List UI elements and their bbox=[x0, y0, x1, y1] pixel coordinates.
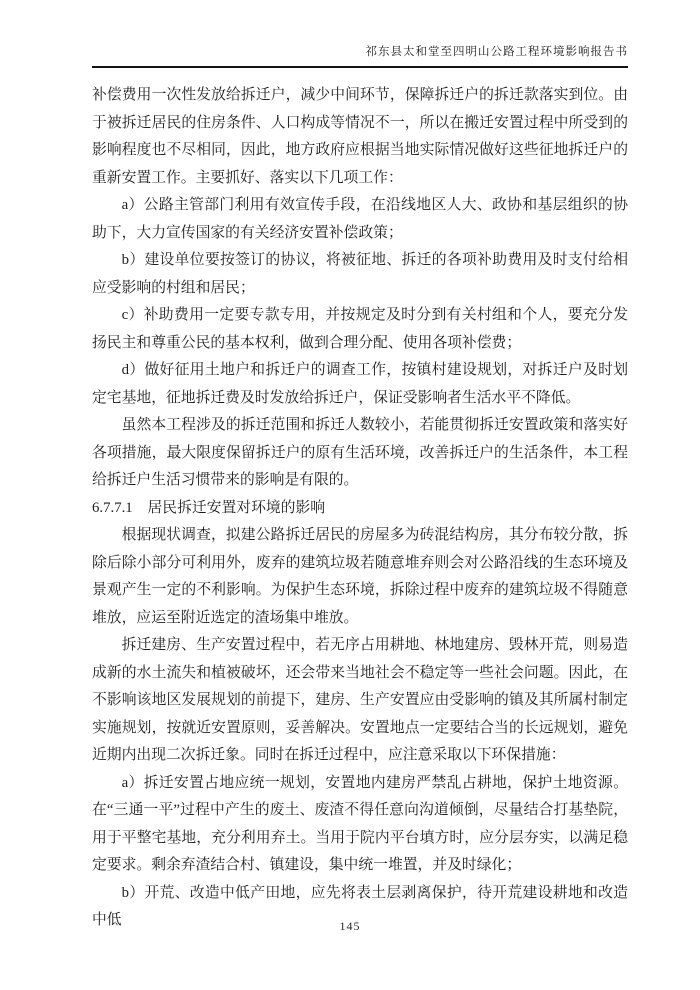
paragraph: 虽然本工程涉及的拆迁范围和拆迁人数较小，若能贯彻拆迁安置政策和落实好各项措施，最大限度保留拆迁户的原有生活环境，改善拆迁户的生活条件，本工程给拆迁户生活习惯带来的影响是有限的。 bbox=[92, 417, 628, 488]
running-header-title: 祁东县太和堂至四明山公路工程环境影响报告书 bbox=[92, 43, 628, 68]
paragraph: 根据现状调查，拟建公路拆迁居民的房屋多为砖混结构房，其分布较分散，拆除后除小部分可利用外，废弃的建筑垃圾若随意堆弃则会对公路沿线的生态环境及景观产生一定的不利影响。为保护生态环境，拆除过程中废弃的建筑垃圾不得随意堆放，应运至附近选定的渣场集中堆放。 bbox=[92, 527, 628, 626]
paragraph: 补偿费用一次性发放给拆迁户，减少中间环节，保障拆迁户的拆迁款落实到位。由于被拆迁居民的住房条件、人口构成等情况不一，所以在搬迁安置过程中所受到的影响程度也不尽相同，因此，地方政府应根据当地实际情况做好这些征地拆迁户的重新安置工作。主要抓好、落实以下几项工作： bbox=[92, 87, 628, 186]
list-item-a: a）公路主管部门利用有效宣传手段，在沿线地区人大、政协和基层组织的协助下，大力宣传国家的有关经济安置补偿政策； bbox=[92, 197, 628, 241]
measure-item-a: a）拆迁安置占地应统一规划，安置地内建房严禁乱占耕地，保护土地资源。在“三通一平”过程中产生的废土、废渣不得任意向沟道倾倒，尽量结合打基垫院，用于平整宅基地，充分利用弃土。当用于院内平台填方时，应分层夯实，以满足稳定要求。剩余弃渣结合村、镇建设，集中统一堆置，并及时绿化； bbox=[92, 774, 628, 873]
measure-item-b: b）开荒、改造中低产田地，应先将表土层剥离保护，待开荒建设耕地和改造中低 bbox=[92, 884, 628, 928]
page-body bbox=[92, 82, 628, 935]
page-number: 145 bbox=[339, 919, 361, 933]
paragraph: 拆迁建房、生产安置过程中，若无序占用耕地、林地建房、毁林开荒，则易造成新的水土流失和植被破坏，还会带来当地社会不稳定等一些社会问题。因此，在不影响该地区发展规划的前提下，建房、生产安置应由受影响的镇及其所属村制定实施规划，按就近安置原则，妥善解决。安置地点一定要结合当的长远规划，避免近期内出现二次拆迁象。同时在拆迁过程中，应注意采取以下环保措施： bbox=[92, 637, 628, 763]
list-item-d: d）做好征用土地户和拆迁户的调查工作，按镇村建设规划，对拆迁户及时划定宅基地，征地拆迁费及时发放给拆迁户，保证受影响者生活水平不降低。 bbox=[92, 362, 628, 406]
list-item-b: b）建设单位要按签订的协议，将被征地、拆迁的各项补助费用及时支付给相应受影响的村组和居民； bbox=[92, 252, 628, 296]
list-item-c: c）补助费用一定要专款专用，并按规定及时分到有关村组和个人，要充分发扬民主和尊重公民的基本权利，做到合理分配、使用各项补偿费； bbox=[92, 307, 628, 351]
section-heading-6-7-7-1: 6.7.7.1 居民拆迁安置对环境的影响 bbox=[92, 499, 326, 516]
